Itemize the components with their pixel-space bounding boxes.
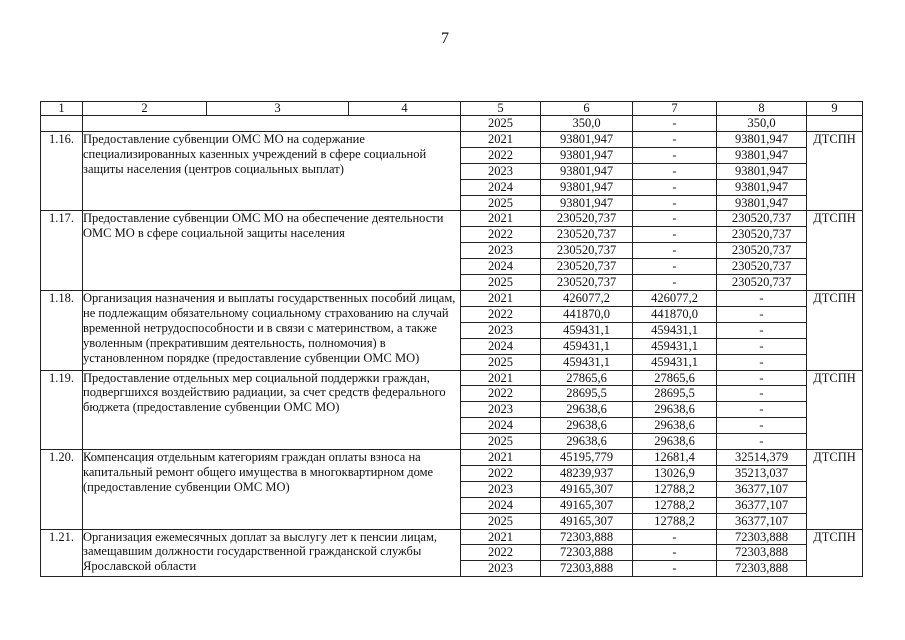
regional-value-cell: - [717, 306, 807, 322]
carry-over-row [41, 116, 863, 132]
item-name: Компенсация отдельным категориям граждан оплаты взноса на капитальный ремонт общего имущества в многоквартирном доме (предоставление субвенции ОМС МО) [83, 450, 461, 530]
federal-value-cell: 13026,9 [633, 465, 717, 481]
year-cell: 2021 [461, 131, 541, 147]
regional-value-cell: 36377,107 [717, 497, 807, 513]
total-value-cell: 230520,737 [541, 211, 633, 227]
item-number: 1.17. [41, 211, 83, 291]
total-value-cell: 29638,6 [541, 402, 633, 418]
total-value-cell: 49165,307 [541, 513, 633, 529]
federal-value-cell: - [633, 561, 717, 577]
item-number: 1.21. [41, 529, 83, 577]
regional-value-cell: 32514,379 [717, 450, 807, 466]
total-value-cell: 441870,0 [541, 306, 633, 322]
regional-value-cell: 36377,107 [717, 513, 807, 529]
regional-value-cell: 93801,947 [717, 131, 807, 147]
total-value-cell: 230520,737 [541, 227, 633, 243]
federal-value-cell: - [633, 131, 717, 147]
year-cell: 2022 [461, 545, 541, 561]
federal-value-cell: 12788,2 [633, 513, 717, 529]
federal-value-cell: - [633, 275, 717, 291]
year-cell: 2024 [461, 497, 541, 513]
header-cell: 8 [717, 102, 807, 116]
year-cell: 2021 [461, 211, 541, 227]
year-cell: 2021 [461, 450, 541, 466]
federal-value-cell: - [633, 179, 717, 195]
federal-value-cell: 459431,1 [633, 354, 717, 370]
table-row [41, 370, 863, 386]
total-value-cell: 230520,737 [541, 259, 633, 275]
total-value-cell: 28695,5 [541, 386, 633, 402]
year-cell: 2022 [461, 465, 541, 481]
regional-value-cell: 72303,888 [717, 529, 807, 545]
regional-value-cell: 72303,888 [717, 545, 807, 561]
total-value-cell: 29638,6 [541, 434, 633, 450]
regional-value-cell: - [717, 338, 807, 354]
regional-value-cell: 230520,737 [717, 211, 807, 227]
total-value-cell: 72303,888 [541, 545, 633, 561]
table-row [41, 131, 863, 147]
federal-value-cell: - [633, 195, 717, 211]
item-name: Организация назначения и выплаты государственных пособий лицам, не подлежащим обязательному социальному страхованию на случай временной нетрудоспособности и в связи с материнством, а также уволенным (прекратившим деятельность, полномочия) в установленном порядке (предоставление субвенции ОМС МО) [83, 290, 461, 370]
executor-cell: ДТСПН [807, 131, 863, 211]
federal-value-cell: 441870,0 [633, 306, 717, 322]
budget-table [40, 101, 863, 577]
federal-value-cell: 12788,2 [633, 481, 717, 497]
year-cell: 2022 [461, 306, 541, 322]
header-cell: 3 [207, 102, 349, 116]
year-cell: 2023 [461, 561, 541, 577]
executor-cell: ДТСПН [807, 450, 863, 530]
regional-value-cell: - [717, 370, 807, 386]
regional-value-cell: - [717, 354, 807, 370]
item-number: 1.16. [41, 131, 83, 211]
regional-value-cell: 350,0 [717, 116, 807, 132]
year-cell: 2025 [461, 116, 541, 132]
year-cell: 2023 [461, 163, 541, 179]
regional-value-cell: - [717, 322, 807, 338]
year-cell: 2023 [461, 243, 541, 259]
federal-value-cell: - [633, 163, 717, 179]
executor-cell [807, 116, 863, 132]
executor-cell: ДТСПН [807, 211, 863, 291]
header-cell: 1 [41, 102, 83, 116]
total-value-cell: 93801,947 [541, 195, 633, 211]
table-row [41, 529, 863, 545]
regional-value-cell: 93801,947 [717, 195, 807, 211]
total-value-cell: 426077,2 [541, 290, 633, 306]
header-cell: 2 [83, 102, 207, 116]
year-cell: 2021 [461, 370, 541, 386]
total-value-cell: 93801,947 [541, 179, 633, 195]
table-row [41, 290, 863, 306]
regional-value-cell: 93801,947 [717, 163, 807, 179]
federal-value-cell: 27865,6 [633, 370, 717, 386]
federal-value-cell: 28695,5 [633, 386, 717, 402]
executor-cell: ДТСПН [807, 370, 863, 450]
header-cell: 9 [807, 102, 863, 116]
year-cell: 2025 [461, 354, 541, 370]
header-cell: 4 [349, 102, 461, 116]
regional-value-cell: 72303,888 [717, 561, 807, 577]
regional-value-cell: 230520,737 [717, 227, 807, 243]
year-cell: 2022 [461, 227, 541, 243]
federal-value-cell: 459431,1 [633, 338, 717, 354]
regional-value-cell: 35213,037 [717, 465, 807, 481]
year-cell: 2025 [461, 275, 541, 291]
federal-value-cell: - [633, 227, 717, 243]
regional-value-cell: - [717, 434, 807, 450]
year-cell: 2025 [461, 434, 541, 450]
federal-value-cell: - [633, 259, 717, 275]
header-cell: 6 [541, 102, 633, 116]
table-row [41, 211, 863, 227]
regional-value-cell: 230520,737 [717, 243, 807, 259]
federal-value-cell: 426077,2 [633, 290, 717, 306]
federal-value-cell: 29638,6 [633, 434, 717, 450]
item-name: Организация ежемесячных доплат за выслугу лет к пенсии лицам, замещавшим должности государственной гражданской службы Ярославской области [83, 529, 461, 577]
federal-value-cell: 12788,2 [633, 497, 717, 513]
total-value-cell: 93801,947 [541, 131, 633, 147]
federal-value-cell: - [633, 116, 717, 132]
regional-value-cell: - [717, 418, 807, 434]
item-name: Предоставление отдельных мер социальной поддержки граждан, подвергшихся воздействию радиации, за счет средств федерального бюджета (предоставление субвенции ОМС МО) [83, 370, 461, 450]
federal-value-cell: - [633, 545, 717, 561]
item-name: Предоставление субвенции ОМС МО на обеспечение деятельности ОМС МО в сфере социальной защиты населения [83, 211, 461, 291]
federal-value-cell: 29638,6 [633, 418, 717, 434]
regional-value-cell: 93801,947 [717, 179, 807, 195]
total-value-cell: 48239,937 [541, 465, 633, 481]
year-cell: 2022 [461, 386, 541, 402]
item-number: 1.19. [41, 370, 83, 450]
total-value-cell: 49165,307 [541, 481, 633, 497]
regional-value-cell: 230520,737 [717, 259, 807, 275]
total-value-cell: 49165,307 [541, 497, 633, 513]
header-row [41, 102, 863, 116]
total-value-cell: 93801,947 [541, 147, 633, 163]
year-cell: 2021 [461, 290, 541, 306]
table-row [41, 450, 863, 466]
year-cell: 2024 [461, 338, 541, 354]
name-cell [83, 116, 461, 132]
year-cell: 2024 [461, 259, 541, 275]
federal-value-cell: 459431,1 [633, 322, 717, 338]
total-value-cell: 72303,888 [541, 529, 633, 545]
page-number: 7 [441, 30, 449, 47]
regional-value-cell: - [717, 402, 807, 418]
year-cell: 2023 [461, 481, 541, 497]
federal-value-cell: 29638,6 [633, 402, 717, 418]
regional-value-cell: 93801,947 [717, 147, 807, 163]
number-cell [41, 116, 83, 132]
year-cell: 2025 [461, 513, 541, 529]
header-cell: 7 [633, 102, 717, 116]
total-value-cell: 93801,947 [541, 163, 633, 179]
executor-cell: ДТСПН [807, 529, 863, 577]
year-cell: 2023 [461, 322, 541, 338]
federal-value-cell: - [633, 147, 717, 163]
year-cell: 2024 [461, 418, 541, 434]
federal-value-cell: - [633, 243, 717, 259]
regional-value-cell: - [717, 290, 807, 306]
year-cell: 2021 [461, 529, 541, 545]
year-cell: 2024 [461, 179, 541, 195]
regional-value-cell: 230520,737 [717, 275, 807, 291]
total-value-cell: 27865,6 [541, 370, 633, 386]
total-value-cell: 72303,888 [541, 561, 633, 577]
year-cell: 2023 [461, 402, 541, 418]
federal-value-cell: 12681,4 [633, 450, 717, 466]
total-value-cell: 230520,737 [541, 243, 633, 259]
total-value-cell: 350,0 [541, 116, 633, 132]
federal-value-cell: - [633, 211, 717, 227]
item-number: 1.20. [41, 450, 83, 530]
year-cell: 2025 [461, 195, 541, 211]
total-value-cell: 459431,1 [541, 338, 633, 354]
total-value-cell: 459431,1 [541, 354, 633, 370]
year-cell: 2022 [461, 147, 541, 163]
header-cell: 5 [461, 102, 541, 116]
total-value-cell: 45195,779 [541, 450, 633, 466]
regional-value-cell: - [717, 386, 807, 402]
total-value-cell: 29638,6 [541, 418, 633, 434]
regional-value-cell: 36377,107 [717, 481, 807, 497]
total-value-cell: 459431,1 [541, 322, 633, 338]
item-name: Предоставление субвенции ОМС МО на содержание специализированных казенных учреждений в сфере социальной защиты населения (центров социальных выплат) [83, 131, 461, 211]
federal-value-cell: - [633, 529, 717, 545]
executor-cell: ДТСПН [807, 290, 863, 370]
total-value-cell: 230520,737 [541, 275, 633, 291]
item-number: 1.18. [41, 290, 83, 370]
